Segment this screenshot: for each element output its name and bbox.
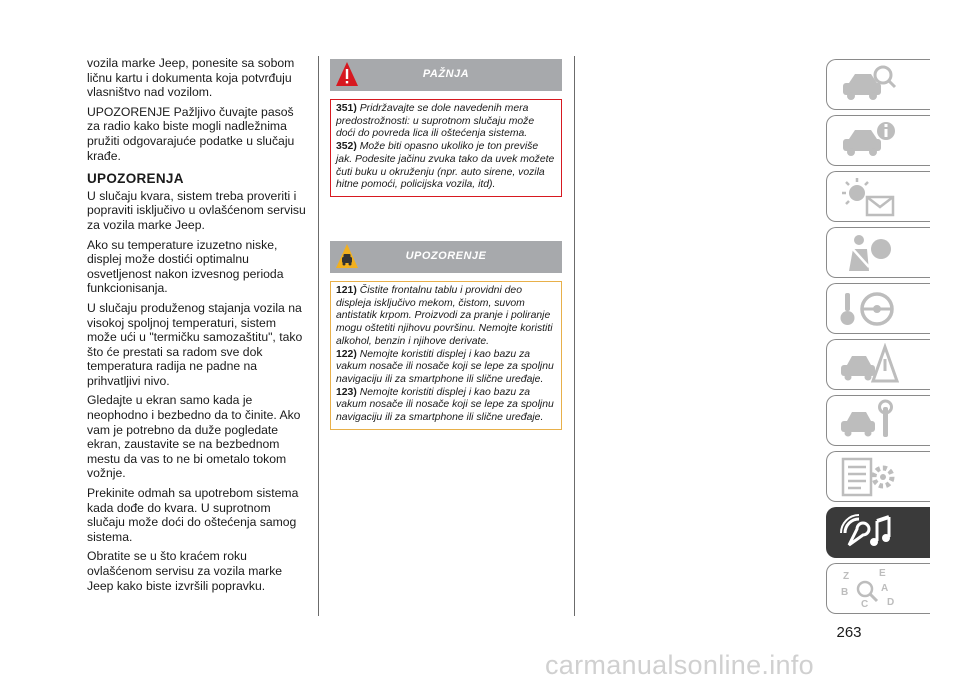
section-heading: UPOZORENJA bbox=[87, 171, 184, 187]
note-text: Čistite frontalnu tablu i providni deo displeja isključivo mekom, čistom, suvom antistatik krpom. Proizvodi za pranje i poliranje mogu oštetiti njihovu površinu. Nemojte koristiti alkohol, benzin i njihove derivate. bbox=[336, 285, 553, 347]
paragraph: Prekinite odmah sa upotrebom sistema kada dođe do kvara. U suprotnom slučaju može doći do oštećenja samog sistema. bbox=[87, 486, 299, 544]
warning-box-header bbox=[330, 241, 562, 273]
note-text: Nemojte koristiti displej i kao bazu za vakum nosače ili nosače koji se lepe za spoljnu navigaciju ili za smartphone ili slične uređaje. bbox=[336, 386, 554, 424]
note-number: 351) bbox=[336, 103, 357, 114]
note-number: 121) bbox=[336, 285, 357, 296]
column-divider bbox=[574, 56, 575, 616]
note-item bbox=[336, 285, 555, 349]
steering-wheel-key-icon bbox=[839, 287, 899, 331]
car-emergency-icon bbox=[839, 343, 899, 387]
note-text: Pridržavajte se dole navedenih mera predostrožnosti: u suprotnom slučaju može doći do povreda lica ili oštećenja sistema. bbox=[336, 103, 535, 140]
index-letter: E bbox=[879, 568, 886, 579]
note-number: 123) bbox=[336, 386, 357, 398]
danger-box-body bbox=[330, 99, 562, 197]
watermark: carmanualsonline.info bbox=[545, 650, 814, 680]
chapter-tab[interactable] bbox=[826, 171, 930, 222]
chapter-tab[interactable] bbox=[826, 339, 930, 390]
chapter-tab-active[interactable] bbox=[826, 507, 930, 558]
note-item bbox=[336, 349, 555, 387]
note-item bbox=[336, 103, 555, 141]
chapter-tabs bbox=[826, 56, 930, 612]
car-info-icon bbox=[839, 119, 899, 163]
paragraph: UPOZORENJE Pažljivo čuvajte pasoš za radio kako biste mogli nadležnima pružiti odgovarajuće podatke u slučaju krađe. bbox=[87, 104, 295, 163]
paragraph: Gledajte u ekran samo kada je neophodno i bezbedno da to činite. Ako vam je potrebno da duže pogledate ekran, zaustavite se na bezbednom mestu da vas to ne bi ometalo tokom vožnje. bbox=[87, 393, 301, 481]
note-text: Nemojte koristiti displej i kao bazu za vakum nosače ili nosače koji se lepe za spoljnu navigaciju ili za smartphone ili slične uređaje. bbox=[336, 348, 554, 385]
note-item bbox=[336, 387, 555, 425]
seatbelt-airbag-icon bbox=[839, 231, 899, 275]
chapter-tab[interactable] bbox=[826, 227, 930, 278]
index-letter: C bbox=[861, 599, 869, 610]
paragraph: U slučaju produženog stajanja vozila na visokoj spoljnoj temperaturi, sistem može ući u "termičku samozaštitu", tako što će prestati sa radom sve dok temperatura radija ne padne na prihvatljivi nivo. bbox=[87, 300, 303, 388]
warning-lights-message-icon bbox=[839, 175, 899, 219]
paragraph: U slučaju kvara, sistem treba proveriti i popraviti isključivo u ovlašćenom servisu za vozila marke Jeep. bbox=[87, 188, 306, 232]
paragraph: vozila marke Jeep, ponesite sa sobom ličnu kartu i dokumenta koja potvrđuju vlasništvo nad vozilom. bbox=[87, 56, 295, 100]
specs-gear-icon bbox=[839, 455, 899, 499]
note-number: 352) bbox=[336, 141, 357, 153]
multimedia-icon bbox=[839, 511, 899, 555]
note-number: 122) bbox=[336, 348, 357, 360]
index-letter: B bbox=[841, 587, 849, 598]
chapter-tab[interactable] bbox=[826, 115, 930, 166]
chapter-tab[interactable] bbox=[826, 395, 930, 446]
paragraph: Ako su temperature izuzetno niske, displej može dostići optimalnu osvetljenost nakon izvesnog perioda funkcionisanja. bbox=[87, 237, 284, 296]
car-wrench-icon bbox=[839, 399, 899, 443]
column-divider bbox=[318, 56, 319, 616]
alphabet-index-icon bbox=[839, 567, 899, 611]
warning-box-body bbox=[330, 281, 562, 430]
warning-box bbox=[330, 241, 562, 430]
note-text: Može biti opasno ukoliko je ton previše jak. Podesite jačinu zvuka tako da uvek možete čuti buku u okruženju (npr. auto sirene, vozila hitne pomoći, policijska vozila, itd). bbox=[336, 141, 555, 191]
index-letter: A bbox=[881, 583, 889, 594]
danger-box-title: PAŽNJA bbox=[422, 68, 470, 80]
chapter-tab[interactable] bbox=[826, 563, 930, 614]
note-item bbox=[336, 141, 555, 192]
danger-box bbox=[330, 59, 562, 197]
warning-box-title: UPOZORENJE bbox=[405, 250, 487, 262]
car-search-icon bbox=[839, 63, 899, 107]
main-text-column bbox=[87, 56, 309, 598]
chapter-tab[interactable] bbox=[826, 59, 930, 110]
index-letter: Z bbox=[843, 571, 850, 582]
page-number: 263 bbox=[836, 624, 862, 641]
index-letter: D bbox=[887, 597, 895, 608]
danger-box-header bbox=[330, 59, 562, 91]
paragraph: Obratite se u što kraćem roku ovlašćenom servisu za vozila marke Jeep kako biste izvršili popravku. bbox=[87, 549, 283, 593]
chapter-tab[interactable] bbox=[826, 451, 930, 502]
chapter-tab[interactable] bbox=[826, 283, 930, 334]
